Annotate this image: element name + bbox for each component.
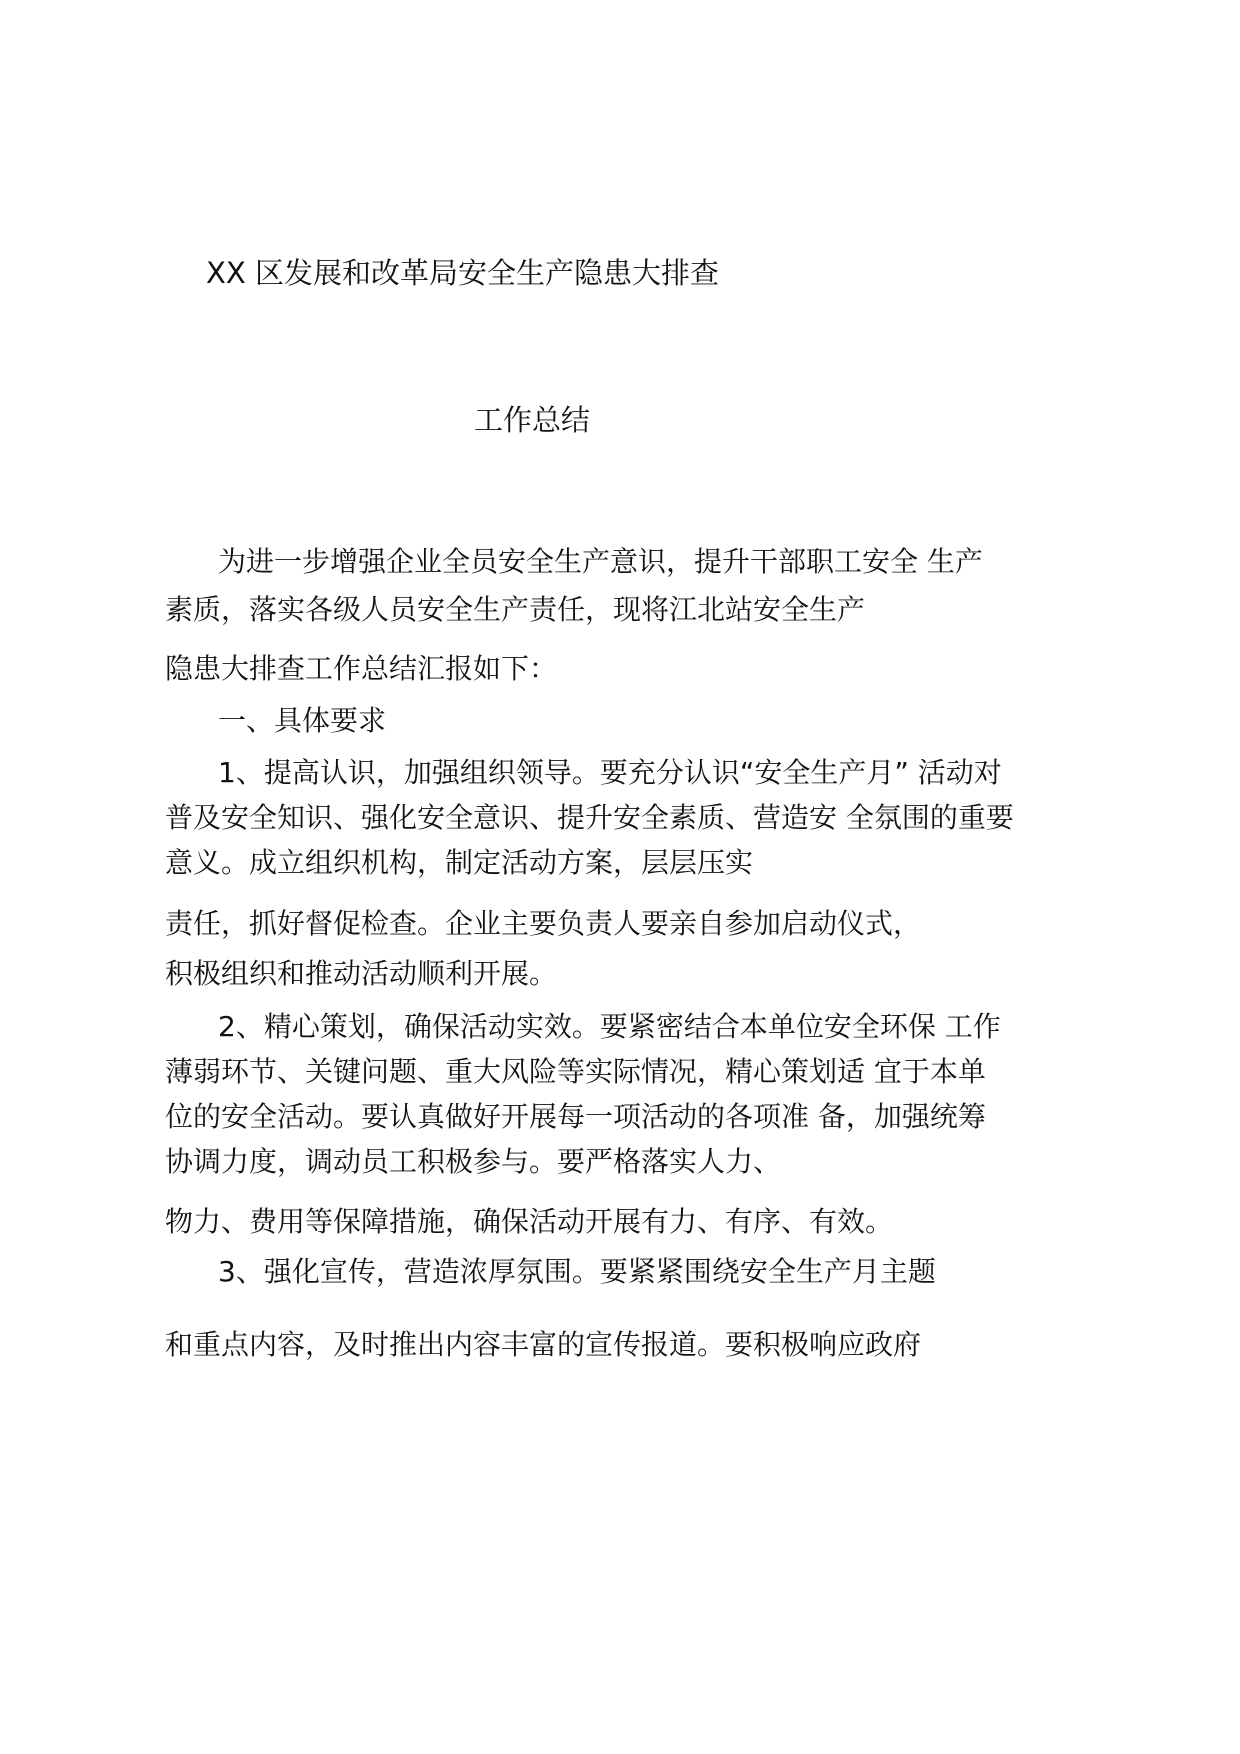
document-title-line2: 工作总结 bbox=[474, 403, 591, 437]
paragraph-line: 为进一步增强企业全员安全生产意识，提升干部职工安全 生产 bbox=[218, 545, 983, 578]
paragraph-line: 3、强化宣传，营造浓厚氛围。要紧紧围绕安全生产月主题 bbox=[218, 1255, 936, 1288]
paragraph-line: 2、精心策划，确保活动实效。要紧密结合本单位安全环保 工作 bbox=[218, 1010, 1001, 1043]
paragraph-line: 协调力度，调动员工积极参与。要严格落实人力、 bbox=[165, 1145, 782, 1178]
paragraph-line: 责任，抓好督促检查。企业主要负责人要亲自参加启动仪式， bbox=[165, 907, 922, 940]
section-heading: 一、具体要求 bbox=[218, 704, 387, 737]
paragraph-line: 1、提高认识，加强组织领导。要充分认识“安全生产月” 活动对 bbox=[218, 756, 1002, 789]
paragraph-line: 积极组织和推动活动顺利开展。 bbox=[165, 957, 558, 990]
paragraph-line: 意义。成立组织机构，制定活动方案，层层压实 bbox=[165, 846, 754, 879]
paragraph-line: 隐患大排查工作总结汇报如下： bbox=[165, 652, 558, 685]
paragraph-line: 普及安全知识、强化安全意识、提升安全素质、营造安 全氛围的重要 bbox=[165, 801, 1014, 834]
paragraph-line: 薄弱环节、关键问题、重大风险等实际情况，精心策划适 宜于本单 bbox=[165, 1055, 986, 1088]
paragraph-line: 和重点内容，及时推出内容丰富的宣传报道。要积极响应政府 bbox=[165, 1328, 922, 1361]
paragraph-line: 物力、费用等保障措施，确保活动开展有力、有序、有效。 bbox=[165, 1205, 894, 1238]
paragraph-line: 位的安全活动。要认真做好开展每一项活动的各项准 备，加强统筹 bbox=[165, 1100, 986, 1133]
document-title-line1: XX 区发展和改革局安全生产隐患大排查 bbox=[206, 256, 719, 290]
paragraph-line: 素质，落实各级人员安全生产责任，现将江北站安全生产 bbox=[165, 593, 866, 626]
